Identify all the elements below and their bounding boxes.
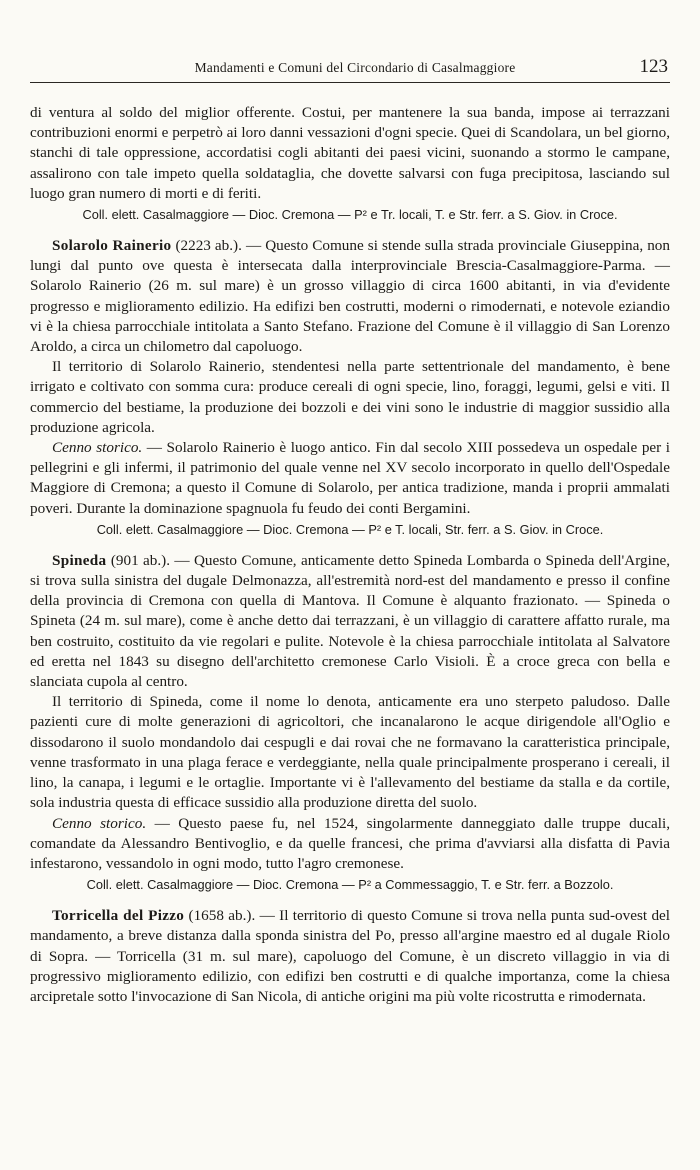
solarolo-cenno <box>30 438 670 519</box>
solarolo-territory: Il territorio di Solarolo Rainerio, stendentesi nella parte settentrionale del mandamento, è bene irrigato e coltivato con somma cura: produce cereali di ogni specie, lino, foraggi, legumi, gelsi e viti. Il commercio del bestiame, la produzione dei bozzoli e dei vini sono le industrie di maggior sussidio alla produzione agricola. <box>30 358 670 436</box>
solarolo-intro-text: (2223 ab.). — Questo Comune si stende sulla strada provinciale Giuseppina, non lungi dal punto ove questa è intersecata dalla interprovinciale Brescia-Casalmaggiore-Parma. — Solarolo Rainerio (26 m. sul mare) è un grosso villaggio di circa 1600 abitanti, in via d'evidente progresso e miglioramento edilizio. Ha edifizi ben costrutti, moderni o rimodernati, e notevole eziandio vi è la chiesa parrocchiale intitolata a Santo Stefano. Frazione del Comune è il villaggio di San Lorenzo Aroldo, a circa un chilometro dal capoluogo. <box>30 237 670 356</box>
spineda-cenno <box>30 814 670 875</box>
torricella-intro <box>30 906 670 1007</box>
entry-name-solarolo: Solarolo Rainerio <box>52 237 172 255</box>
spineda-intro <box>30 551 670 692</box>
torricella-intro-text: (1658 ab.). — Il territorio di questo Comune si trova nella punta sud-ovest del mandamento, a breve distanza dalla sponda sinistra del Po, presso all'argine maestro ed al dugale Riolo di Sopra. — Torricella (31 m. sul mare), capoluogo del Comune, è un discreto villaggio in via di progressivo miglioramento edilizio, con edifizi ben costrutti e di qualche importanza, come la chiesa arcipretale sotto l'invocazione di San Nicola, di antiche origini ma più volte ricostrutta e rimodernata. <box>30 907 671 1005</box>
solarolo-cenno-text: — Solarolo Rainerio è luogo antico. Fin dal secolo XIII possedeva un ospedale per i pellegrini e gli infermi, il patrimonio del quale venne nel XV secolo incorporato in quello dell'Ospedale Maggiore di Cremona; a questo il Comune di Solarolo, per antica tradizione, manda i proprii ammalati poveri. Durante la dominazione spagnuola fu feudo dei conti Bergamini. <box>30 439 671 517</box>
section-gap <box>30 224 670 236</box>
page-number: 123 <box>639 56 668 77</box>
coll-line-solarolo: Coll. elett. Casalmaggiore — Dioc. Cremona — P² e T. locali, Str. ferr. a S. Giov. in Croce. <box>96 521 604 537</box>
entry-name-torricella: Torricella del Pizzo <box>52 907 185 925</box>
entry-name-spineda: Spineda <box>52 551 107 569</box>
coll-line-scandolara: Coll. elett. Casalmaggiore — Dioc. Cremona — P² e Tr. locali, T. e Str. ferr. a S. Giov. in Croce. <box>82 207 618 223</box>
cenno-label: Cenno storico. <box>52 439 143 457</box>
page-body <box>30 103 670 1007</box>
spineda-territory: Il territorio di Spineda, come il nome lo denota, anticamente era uno sterpeto paludoso. Dalle pazienti cure di molte generazioni di agricoltori, che incanalarono le acque dirigendole all'Oglio e dissodarono il suolo mondandolo dai cespugli e dai rovai che ne formavano la caratteristica principale, venne trasformato in una plaga ferace e verdeggiante, nella quale principalmente prosperano i cereali, il lino, la canapa, i legumi e le ortaglie. Importante vi è l'allevamento del bestiame da stalla e da cortile, sola industria questa di efficace sussidio alla produzione diretta del suolo. <box>30 693 670 812</box>
running-title: Mandamenti e Comuni del Circondario di Casalmaggiore <box>194 60 516 75</box>
spineda-intro-text: (901 ab.). — Questo Comune, anticamente detto Spineda Lombarda o Spineda dell'Argine, si trova sulla sinistra del dugale Delmonazza, all'estremità nord-est del mandamento e presso il confine della provincia di Cremona con quella di Mantova. Il Comune è alquanto frazionato. — Spineda o Spineta (24 m. sul mare), come è anche detto dai terrazzani, è un villaggio di carattere affatto rurale, ma ben costruito, costituito da vie regolari e pulite. Notevole è la chiesa parrocchiale intitolata al Salvatore ed eretta nel 1843 su disegno dell'architetto cremonese Carlo Visioli. È a croce greca con bella e slanciata cupola al centro. <box>30 551 670 691</box>
section-gap <box>30 894 670 906</box>
page-header <box>30 54 670 83</box>
spineda-cenno-text: — Questo paese fu, nel 1524, singolarmente danneggiato dalle truppe ducali, comandate da Alessandro Bentivoglio, e da quelle francesi, che prima d'avviarsi alla disfatta di Pavia infestarono, vessandolo in ogni modo, tutto l'agro cremonese. <box>30 814 670 872</box>
section-gap <box>30 539 670 551</box>
continuation-paragraph: di ventura al soldo del miglior offerente. Costui, per mantenere la sua banda, impose ai terrazzani contribuzioni enormi e perpetrò ai loro danni vessazioni d'ogni specie. Quei di Scandolara, un bel giorno, stanchi di tale oppressione, accordatisi cogli abitanti dei paesi vicini, suonando a stormo le campane, assalirono con tale impeto quella soldataglia, che dovette salvarsi con fuga precipitosa, lasciando sul luogo gran numero di morti e di feriti. <box>30 104 670 202</box>
cenno-label: Cenno storico. <box>52 814 147 832</box>
coll-line-spineda: Coll. elett. Casalmaggiore — Dioc. Cremona — P² a Commessaggio, T. e Str. ferr. a Bozzolo. <box>86 877 614 893</box>
solarolo-intro <box>30 236 670 357</box>
